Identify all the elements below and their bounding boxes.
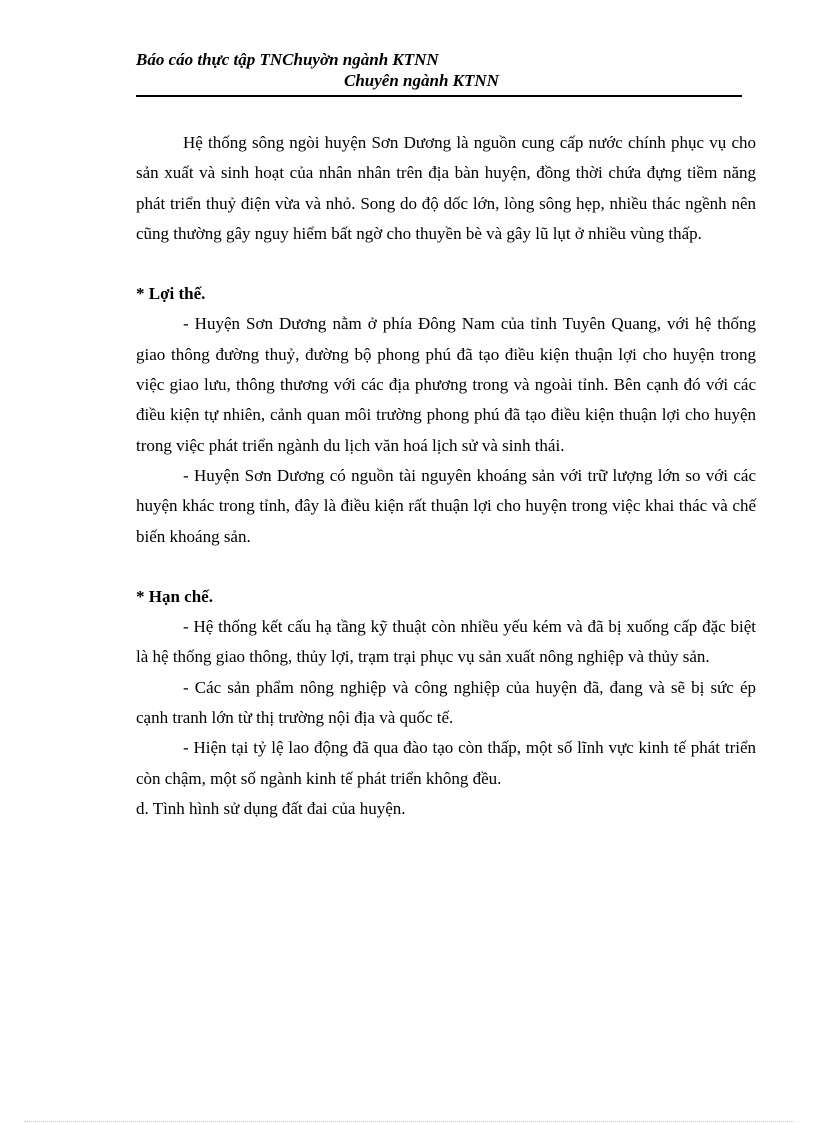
section-d-heading: d. Tình hình sử dụng đất đai của huyện.	[136, 798, 406, 818]
page-bottom-border	[24, 1121, 794, 1122]
document-body	[136, 128, 756, 824]
advantage-item: - Huyện Sơn Dương có nguồn tài nguyên khoáng sản với trữ lượng lớn so với các huyện khác trong tỉnh, đây là điều kiện rất thuận lợi cho huyện trong việc khai thác và chế biến khoáng sản.	[136, 465, 756, 546]
limitation-item: - Hiện tại tỷ lệ lao động đã qua đào tạo còn thấp, một số lĩnh vực kinh tế phát triển còn chậm, một số ngành kinh tế phát triển không đều.	[136, 738, 756, 788]
page-header	[136, 50, 742, 97]
intro-paragraph: Hệ thống sông ngòi huyện Sơn Dương là nguồn cung cấp nước chính phục vụ cho sản xuất và sinh hoạt của nhân nhân trên địa bàn huyện, đồng thời chứa đựng tiềm năng phát triển thuỷ điện vừa và nhỏ. Song do độ dốc lớn, lòng sông hẹp, nhiều thác ngềnh nên cũng thường gây nguy hiểm bất ngờ cho thuyền bè và gây lũ lụt ở nhiều vùng thấp.	[136, 133, 756, 243]
spacer	[136, 249, 756, 279]
limitations-heading: * Hạn chế.	[136, 586, 213, 606]
limitation-item: - Hệ thống kết cấu hạ tầng kỹ thuật còn nhiều yếu kém và đã bị xuống cấp đặc biệt là hệ thống giao thông, thủy lợi, trạm trại phục vụ sản xuất nông nghiệp và thủy sản.	[136, 617, 756, 667]
header-title: Báo cáo thực tập TNChuyờn ngành KTNN	[136, 50, 439, 69]
limitation-item: - Các sản phẩm nông nghiệp và công nghiệp của huyện đã, đang và sẽ bị sức ép cạnh tranh lớn từ thị trường nội địa và quốc tế.	[136, 677, 756, 728]
spacer	[136, 552, 756, 582]
advantage-item: - Huyện Sơn Dương nằm ở phía Đông Nam của tỉnh Tuyên Quang, với hệ thống giao thông đường thuỷ, đường bộ phong phú đã tạo điều kiện thuận lợi cho huyện trong việc giao lưu, thông thương với các địa phương trong và ngoài tỉnh. Bên cạnh đó với các điều kiện tự nhiên, cảnh quan môi trường phong phú đã tạo điều kiện thuận lợi cho huyện trong việc phát triển ngành du lịch văn hoá lịch sử và sinh thái.	[136, 314, 756, 455]
advantages-heading: * Lợi thế.	[136, 284, 206, 304]
header-subtitle: Chuyên ngành KTNN	[344, 71, 499, 90]
